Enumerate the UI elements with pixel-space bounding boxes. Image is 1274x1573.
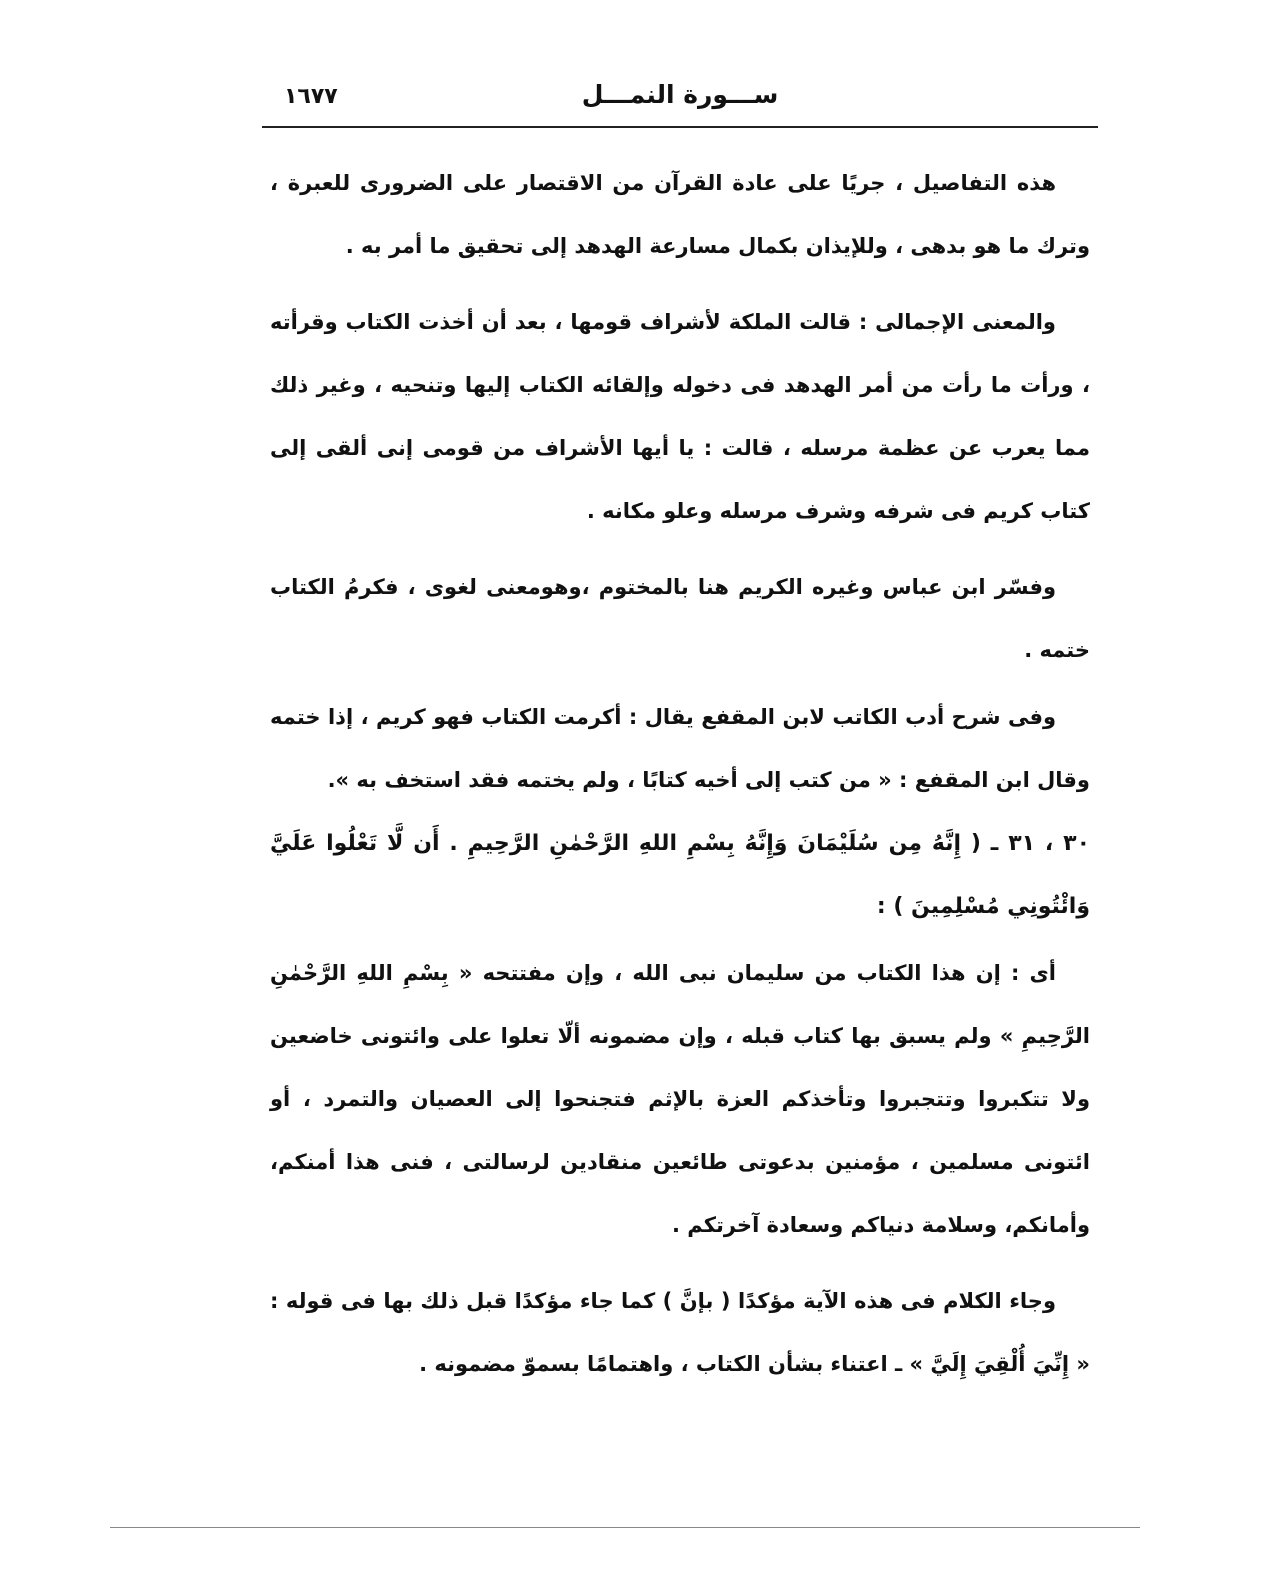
paragraph: أى : إن هذا الكتاب من سليمان نبى الله ، وإن مفتتحه « بِسْمِ اللهِ الرَّحْمٰنِ الرَّحِيمِ » ولم يسبق بها كتاب قبله ، وإن مضمونه ألّا تعلوا على وائتونى خاضعين ولا تتكبروا وتتجبروا وتأخذكم العزة بالإثم فتجنحوا إلى العصيان والتمرد ، أو ائتونى مسلمين ، مؤمنين بدعوتى طائعين منقادين لرسالتى ، فنى هذا أمنكم، وأمانكم، وسلامة دنياكم وسعادة آخرتكم . <box>270 961 1090 1237</box>
page-body <box>270 152 1090 1396</box>
surah-title: ســـورة النمـــل <box>581 80 779 109</box>
paragraph: وفى شرح أدب الكاتب لابن المقفع يقال : أكرمت الكتاب فهو كريم ، إذا ختمه وقال ابن المقفع : « من كتب إلى أخيه كتابًا ، ولم يختمه فقد استخف به ». <box>270 705 1090 792</box>
page-number: ١٦٧٧ <box>284 84 338 109</box>
paragraph: هذه التفاصيل ، جريًا على عادة القرآن من الاقتصار على الضرورى للعبرة ، وترك ما هو بدهى ، وللإيذان بكمال مسارعة الهدهد إلى تحقيق ما أمر به . <box>270 171 1090 258</box>
paragraph: وفسّر ابن عباس وغيره الكريم هنا بالمختوم ،وهومعنى لغوى ، فكرمُ الكتاب ختمه . <box>270 575 1090 662</box>
paragraph: وجاء الكلام فى هذه الآية مؤكدًا ( بإنَّ ) كما جاء مؤكدًا قبل ذلك بها فى قوله : « إِنِّيَ أُلْقِيَ إِلَيَّ » ـ اعتناء بشأن الكتاب ، واهتمامًا بسموّ مضمونه . <box>270 1289 1090 1376</box>
verse-heading: ٣٠ ، ٣١ ـ ( إِنَّهُ مِن سُلَيْمَانَ وَإِنَّهُ بِسْمِ اللهِ الرَّحْمٰنِ الرَّحِيمِ . أَن لَّا تَعْلُوا عَلَيَّ وَائْتُونِي مُسْلِمِينَ ) : <box>270 831 1091 919</box>
scan-edge-line <box>110 1527 1140 1528</box>
page-header <box>262 80 1098 124</box>
header-divider <box>262 126 1098 128</box>
paragraph: والمعنى الإجمالى : قالت الملكة لأشراف قومها ، بعد أن أخذت الكتاب وقرأته ، ورأت ما رأت من أمر الهدهد فى دخوله وإلقائه الكتاب إليها وتنحيه ، وغير ذلك مما يعرب عن عظمة مرسله ، قالت : يا أيها الأشراف من قومى إنى ألقى إلى كتاب كريم فى شرفه وشرف مرسله وعلو مكانه . <box>270 310 1090 523</box>
